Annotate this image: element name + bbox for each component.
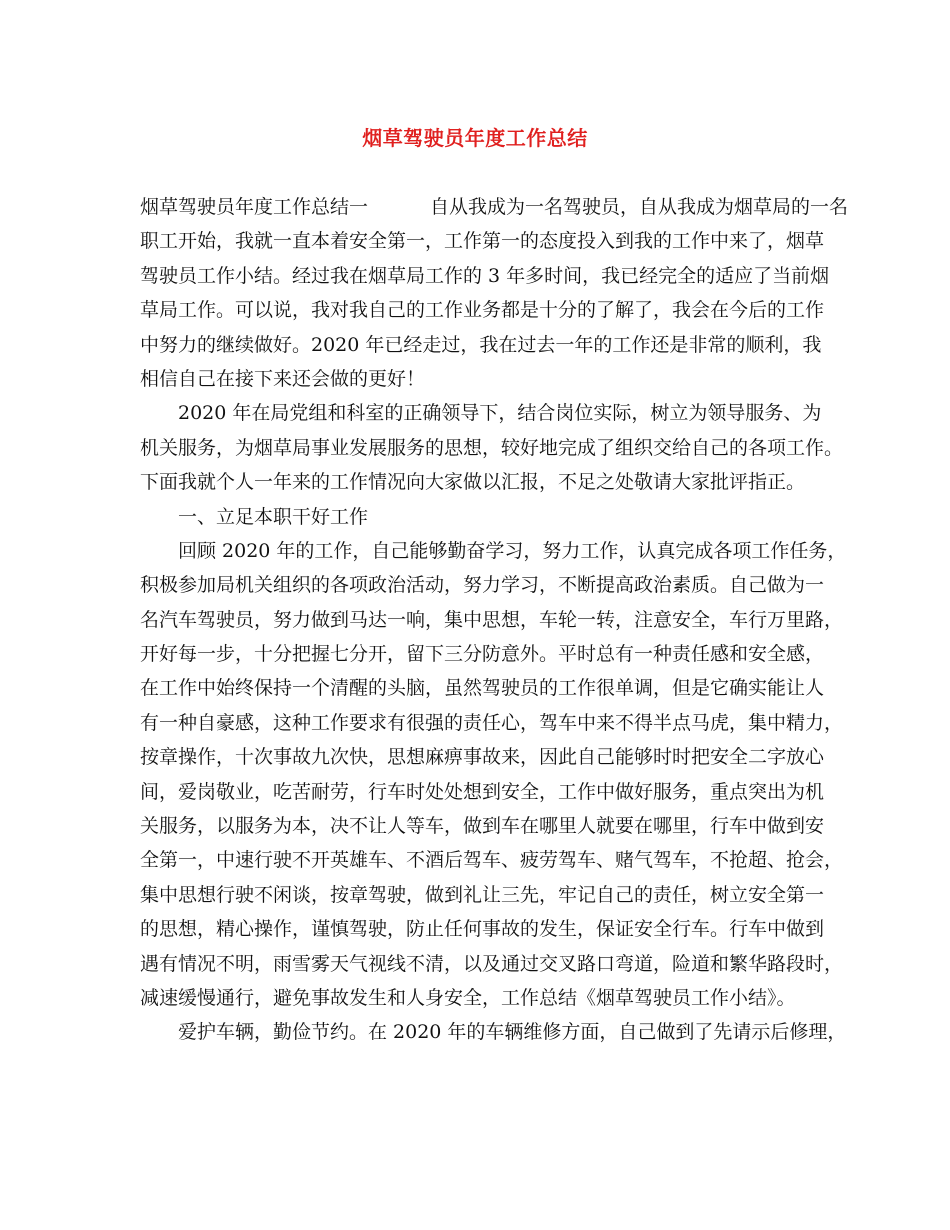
paragraph-1-text-start: 自从我成为一名驾驶员，自从我成为烟草局的一名 [430,196,849,218]
paragraph-3-line: 的思想，精心操作，谨慎驾驶，防止任何事故的发生，保证安全行车。行车中做到 [140,918,825,941]
section-heading-inline: 烟草驾驶员年度工作总结一 [140,196,369,218]
paragraph-4-line: 爱护车辆，勤俭节约。在 2020 年的车辆维修方面，自己做到了先请示后修理， [178,1021,847,1044]
paragraph-2-line: 机关服务，为烟草局事业发展服务的思想，较好地完成了组织交给自己的各项工作。 [140,436,844,459]
paragraph-3-line: 减速缓慢通行，避免事故发生和人身安全，工作总结《烟草驾驶员工作小结》。 [140,986,796,1009]
paragraph-3-line: 全第一，中速行驶不开英雄车、不酒后驾车、疲劳驾车、赌气驾车，不抢超、抢会， [140,849,844,872]
document-body [140,190,849,1050]
paragraph-1-line: 草局工作。可以说，我对我自己的工作业务都是十分的了解了，我会在今后的工作 [140,299,825,322]
paragraph-1-line-1 [140,190,849,224]
paragraph-3-line: 集中思想行驶不闲谈，按章驾驶，做到礼让三先，牢记自己的责任，树立安全第一 [140,883,825,906]
paragraph-3-line: 间，爱岗敬业，吃苦耐劳，行车时处处想到安全，工作中做好服务，重点突出为机 [140,780,825,803]
paragraph-3-line: 有一种自豪感，这种工作要求有很强的责任心，驾车中来不得半点马虎，集中精力， [140,711,844,734]
paragraph-3-line: 回顾 2020 年的工作，自己能够勤奋学习，努力工作，认真完成各项工作任务， [178,539,847,562]
section-heading: 一、立足本职干好工作 [178,505,369,528]
paragraph-3-line: 按章操作，十次事故九次快，思想麻痹事故来，因此自己能够时时把安全二字放心 [140,746,825,769]
paragraph-1-line: 职工开始，我就一直本着安全第一，工作第一的态度投入到我的工作中来了，烟草 [140,230,825,253]
paragraph-3-line: 关服务，以服务为本，决不让人等车，做到车在哪里人就要在哪里，行车中做到安 [140,815,825,838]
paragraph-3-line: 在工作中始终保持一个清醒的头脑，虽然驾驶员的工作很单调，但是它确实能让人 [140,677,825,700]
paragraph-1-line: 相信自己在接下来还会做的更好！ [140,367,426,390]
paragraph-1-line: 驾驶员工作小结。经过我在烟草局工作的 3 年多时间，我已经完全的适应了当前烟 [140,264,830,287]
document-title: 烟草驾驶员年度工作总结 [362,126,588,150]
paragraph-3-line: 积极参加局机关组织的各项政治活动，努力学习，不断提高政治素质。自己做为一 [140,574,825,597]
paragraph-1-line: 中努力的继续做好。2020 年已经走过，我在过去一年的工作还是非常的顺利，我 [140,333,822,356]
paragraph-3-line: 名汽车驾驶员，努力做到马达一响，集中思想，车轮一转，注意安全，车行万里路， [140,608,844,631]
paragraph-2-line: 下面我就个人一年来的工作情况向大家做以汇报，不足之处敬请大家批评指正。 [140,471,806,494]
paragraph-3-line: 遇有情况不明，雨雪雾天气视线不清，以及通过交叉路口弯道，险道和繁华路段时， [140,952,844,975]
paragraph-3-line: 开好每一步，十分把握七分开，留下三分防意外。平时总有一种责任感和安全感， [140,643,825,666]
paragraph-2-line: 2020 年在局党组和科室的正确领导下，结合岗位实际，树立为领导服务、为 [178,402,822,425]
